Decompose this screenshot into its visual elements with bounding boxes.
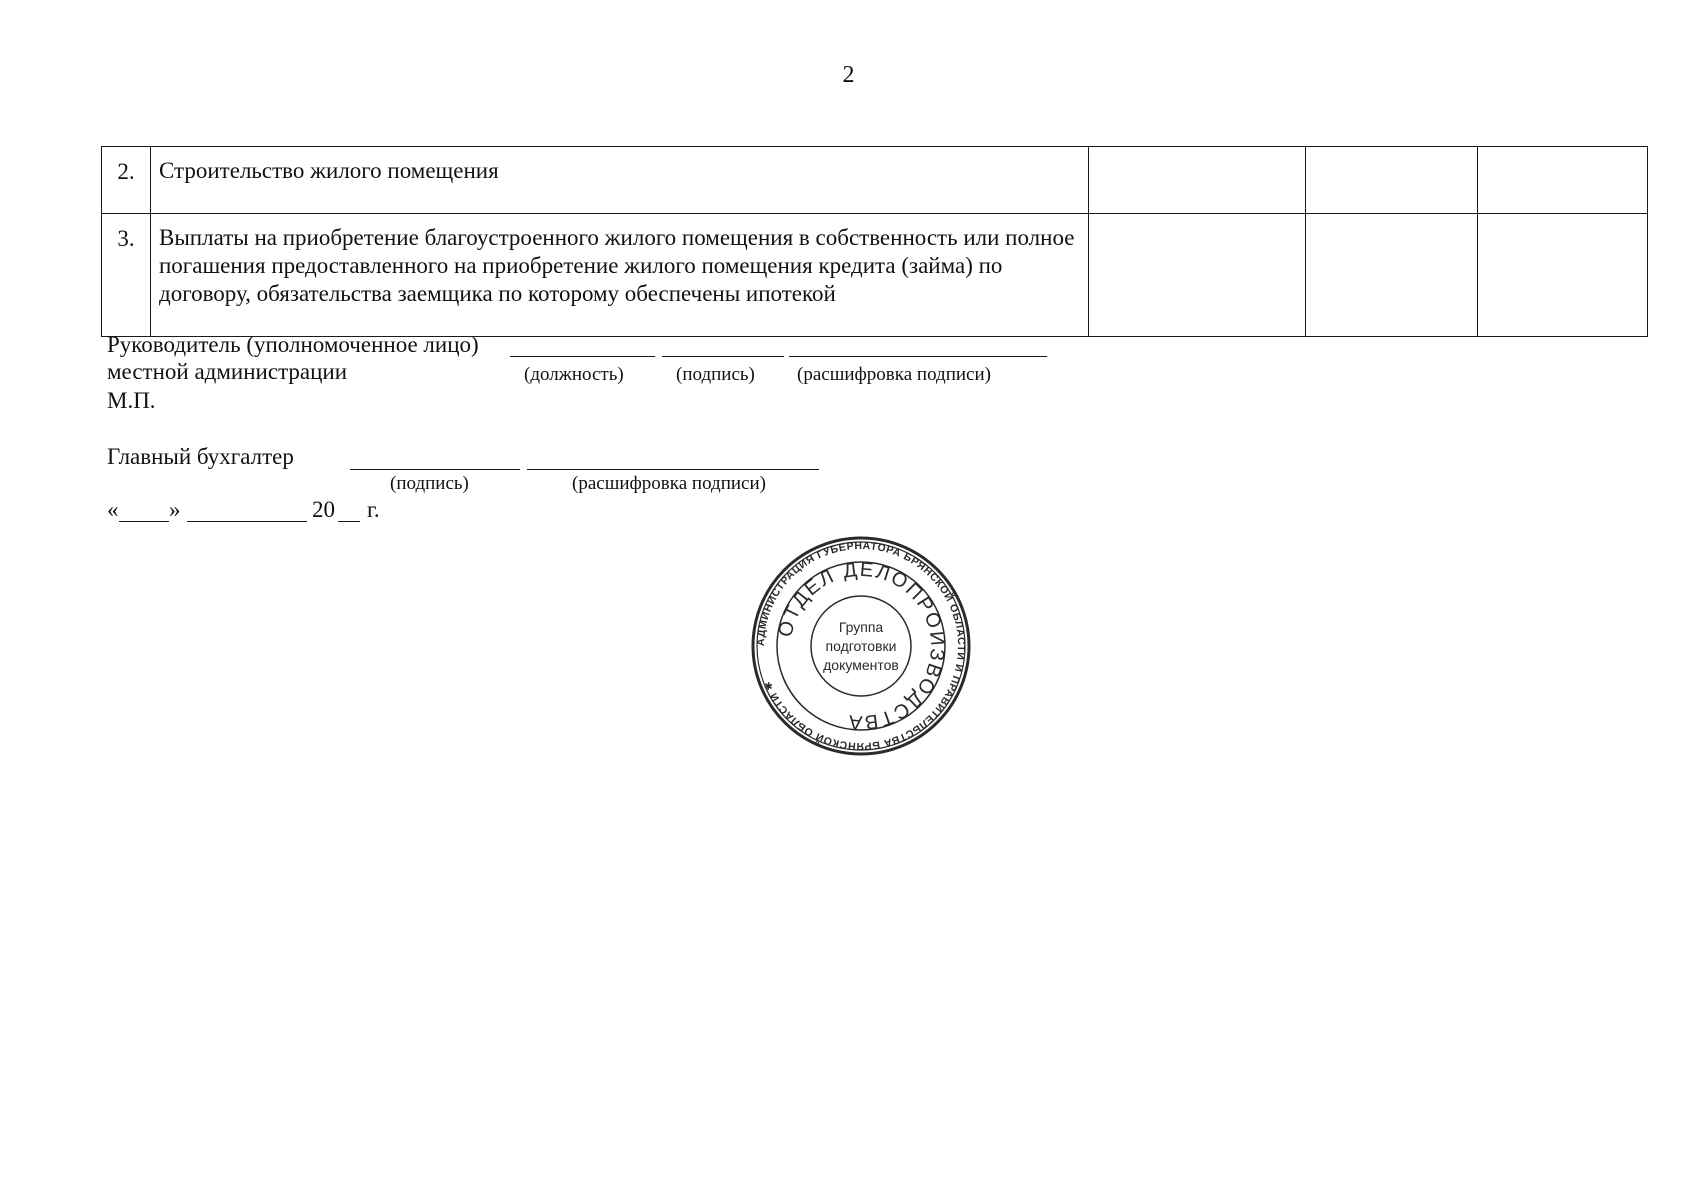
stamp-outer-text: АДМИНИСТРАЦИЯ ГУБЕРНАТОРА БРЯНСКОЙ ОБЛАСТИ И ПРАВИТЕЛЬСТВА БРЯНСКОЙ ОБЛАСТИ ✱ bbox=[754, 539, 968, 753]
chief-accountant-title: Главный бухгалтер bbox=[107, 444, 294, 469]
accountant-decoding-line bbox=[527, 469, 819, 470]
stamp-center-line1: Группа bbox=[838, 619, 884, 635]
empty-cell bbox=[1089, 147, 1306, 214]
table-row bbox=[102, 147, 1648, 214]
date-open-quote: « bbox=[107, 497, 119, 522]
head-title-line1: Руководитель (уполномоченное лицо) bbox=[107, 332, 479, 357]
empty-cell bbox=[1089, 214, 1306, 337]
position-line bbox=[510, 356, 655, 357]
table-row bbox=[102, 214, 1648, 337]
caption-decoding: (расшифровка подписи) bbox=[797, 364, 991, 385]
row-text: Выплаты на приобретение благоустроенного жилого помещения в собственность или полное погашения предоставленного на приобретение жилого помещения кредита (займа) по договору, обязательства заемщика по которому обеспечены ипотекой bbox=[151, 214, 1089, 337]
stamp-center-line3: документов bbox=[823, 657, 899, 673]
date-close-quote: » bbox=[169, 497, 181, 522]
stamp-middle-text: ОТДЕЛ ДЕЛОПРОИЗВОДСТВА bbox=[774, 558, 949, 734]
date-month-line bbox=[187, 521, 307, 522]
data-table bbox=[101, 146, 1648, 337]
empty-cell bbox=[1306, 214, 1478, 337]
caption-signature: (подпись) bbox=[676, 364, 755, 385]
stamp-center-line2: подготовки bbox=[825, 638, 897, 654]
page-number: 2 bbox=[842, 62, 855, 88]
date-day-line bbox=[119, 521, 169, 522]
stamp-seal-icon bbox=[750, 535, 972, 757]
caption-position: (должность) bbox=[524, 364, 624, 385]
row-number: 2. bbox=[102, 147, 151, 214]
row-number: 3. bbox=[102, 214, 151, 337]
empty-cell bbox=[1306, 147, 1478, 214]
date-year-prefix: 20 bbox=[312, 497, 335, 522]
accountant-caption-decoding: (расшифровка подписи) bbox=[572, 473, 766, 494]
date-year-suffix: г. bbox=[367, 497, 380, 522]
row-text: Строительство жилого помещения bbox=[151, 147, 1089, 214]
seal-place: М.П. bbox=[107, 388, 156, 413]
empty-cell bbox=[1478, 147, 1648, 214]
date-year-line bbox=[338, 521, 360, 522]
official-stamp bbox=[750, 535, 972, 757]
head-title-line2: местной администрации bbox=[107, 359, 348, 384]
accountant-signature-line bbox=[350, 469, 520, 470]
signature-line bbox=[662, 356, 784, 357]
decoding-line bbox=[789, 356, 1047, 357]
accountant-caption-signature: (подпись) bbox=[390, 473, 469, 494]
empty-cell bbox=[1478, 214, 1648, 337]
